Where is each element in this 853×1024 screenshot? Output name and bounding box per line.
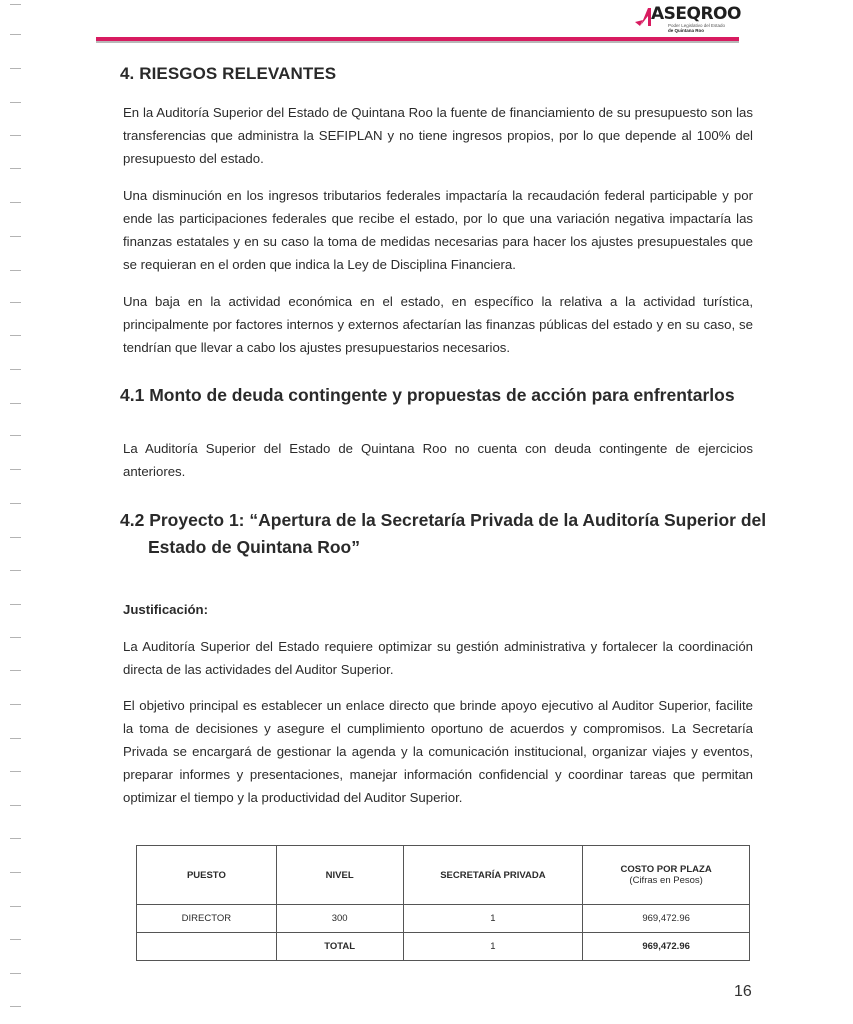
margin-mark (10, 202, 21, 203)
cell-costo: 969,472.96 (583, 905, 750, 933)
cell-secretaria: 1 (403, 905, 583, 933)
margin-mark (10, 537, 21, 538)
section-4-2-paragraph-1: La Auditoría Superior del Estado requiere optimizar su gestión administrativa y fortalecer la coordinación directa de las actividades del Auditor Superior. (123, 639, 753, 677)
header-costo: COSTO POR PLAZA (Cifras en Pesos) (583, 846, 750, 905)
margin-mark (10, 704, 21, 705)
margin-mark (10, 236, 21, 237)
section-4-heading: 4. RIESGOS RELEVANTES (120, 64, 337, 83)
section-4-2-paragraph-2: El objetivo principal es establecer un enlace directo que brinde apoyo ejecutivo al Auditor Superior, facilite la toma de decisiones y asegure el cumplimiento oportuno de acuerdos y compromisos. La Secretaría Privada se encargará de gestionar la agenda y la comunicación institucional, organizar viajes y eventos, preparar informes y presentaciones, manejar información confidencial y coordinar tareas que permitan optimizar el tiempo y la productividad del Auditor Superior. (123, 698, 753, 805)
cell-puesto: DIRECTOR (137, 905, 277, 933)
margin-mark (10, 68, 21, 69)
scan-margin-marks (0, 0, 30, 1024)
margin-mark (10, 604, 21, 605)
margin-mark (10, 838, 21, 839)
margin-mark (10, 102, 21, 103)
margin-mark (10, 302, 21, 303)
section-4-paragraph-3: Una baja en la actividad económica en el estado, en específico la relativa a la actividad turística, principalmente por factores internos y externos afectarían las finanzas públicas del estado y en su caso, se tendrían que llevar a cabo los ajustes presupuestarios necesarios. (123, 294, 753, 355)
margin-mark (10, 335, 21, 336)
margin-mark (10, 637, 21, 638)
table-total-row (137, 933, 750, 961)
cell-total-costo: 969,472.96 (583, 933, 750, 961)
section-4-paragraph-2: Una disminución en los ingresos tributarios federales impactaría la recaudación federal participable y por ende las participaciones federales que recibe el estado, por lo que una variación negativa impactaría las finanzas estatales y en su caso la toma de medidas necesarias para hacer los ajustes presupuestales que se requieran en el orden que indica la Ley de Disciplina Financiera. (123, 188, 753, 272)
margin-mark (10, 771, 21, 772)
cell-total-label: TOTAL (276, 933, 403, 961)
cell-total-empty (137, 933, 277, 961)
margin-mark (10, 738, 21, 739)
table-row (137, 905, 750, 933)
cost-table (136, 845, 750, 961)
margin-mark (10, 872, 21, 873)
header-nivel: NIVEL (276, 846, 403, 905)
header-divider (96, 37, 739, 41)
margin-mark (10, 135, 21, 136)
margin-mark (10, 4, 21, 5)
margin-mark (10, 469, 21, 470)
cell-nivel: 300 (276, 905, 403, 933)
section-4-2-heading: 4.2 Proyecto 1: “Apertura de la Secretaría Privada de la Auditoría Superior del Estado de Quintana Roo” (120, 510, 767, 557)
margin-mark (10, 805, 21, 806)
section-4-1-paragraph: La Auditoría Superior del Estado de Quintana Roo no cuenta con deuda contingente de ejercicios anteriores. (123, 441, 753, 479)
margin-mark (10, 270, 21, 271)
margin-mark (10, 435, 21, 436)
margin-mark (10, 34, 21, 35)
header-puesto: PUESTO (137, 846, 277, 905)
page-number: 16 (734, 983, 752, 1000)
logo-text: ASEQROO (651, 4, 741, 24)
margin-mark (10, 570, 21, 571)
section-4-paragraph-1: En la Auditoría Superior del Estado de Quintana Roo la fuente de financiamiento de su presupuesto son las transferencias que administra la SEFIPLAN y no tiene ingresos propios, por lo que depende al 100% del presupuesto del estado. (123, 105, 753, 166)
cell-total-secretaria: 1 (403, 933, 583, 961)
aseqroo-logo (634, 4, 754, 34)
margin-mark (10, 906, 21, 907)
margin-mark (10, 503, 21, 504)
margin-mark (10, 670, 21, 671)
margin-mark (10, 403, 21, 404)
logo-subtitle: Poder Legislativo del Estado de Quintana Roo (668, 23, 726, 33)
margin-mark (10, 1006, 21, 1007)
justification-label: Justificación: (123, 602, 209, 617)
table-header-row (137, 846, 750, 905)
margin-mark (10, 369, 21, 370)
margin-mark (10, 973, 21, 974)
margin-mark (10, 939, 21, 940)
section-4-1-heading: 4.1 Monto de deuda contingente y propuestas de acción para enfrentarlos (120, 385, 735, 405)
header-secretaria: SECRETARÍA PRIVADA (403, 846, 583, 905)
margin-mark (10, 168, 21, 169)
